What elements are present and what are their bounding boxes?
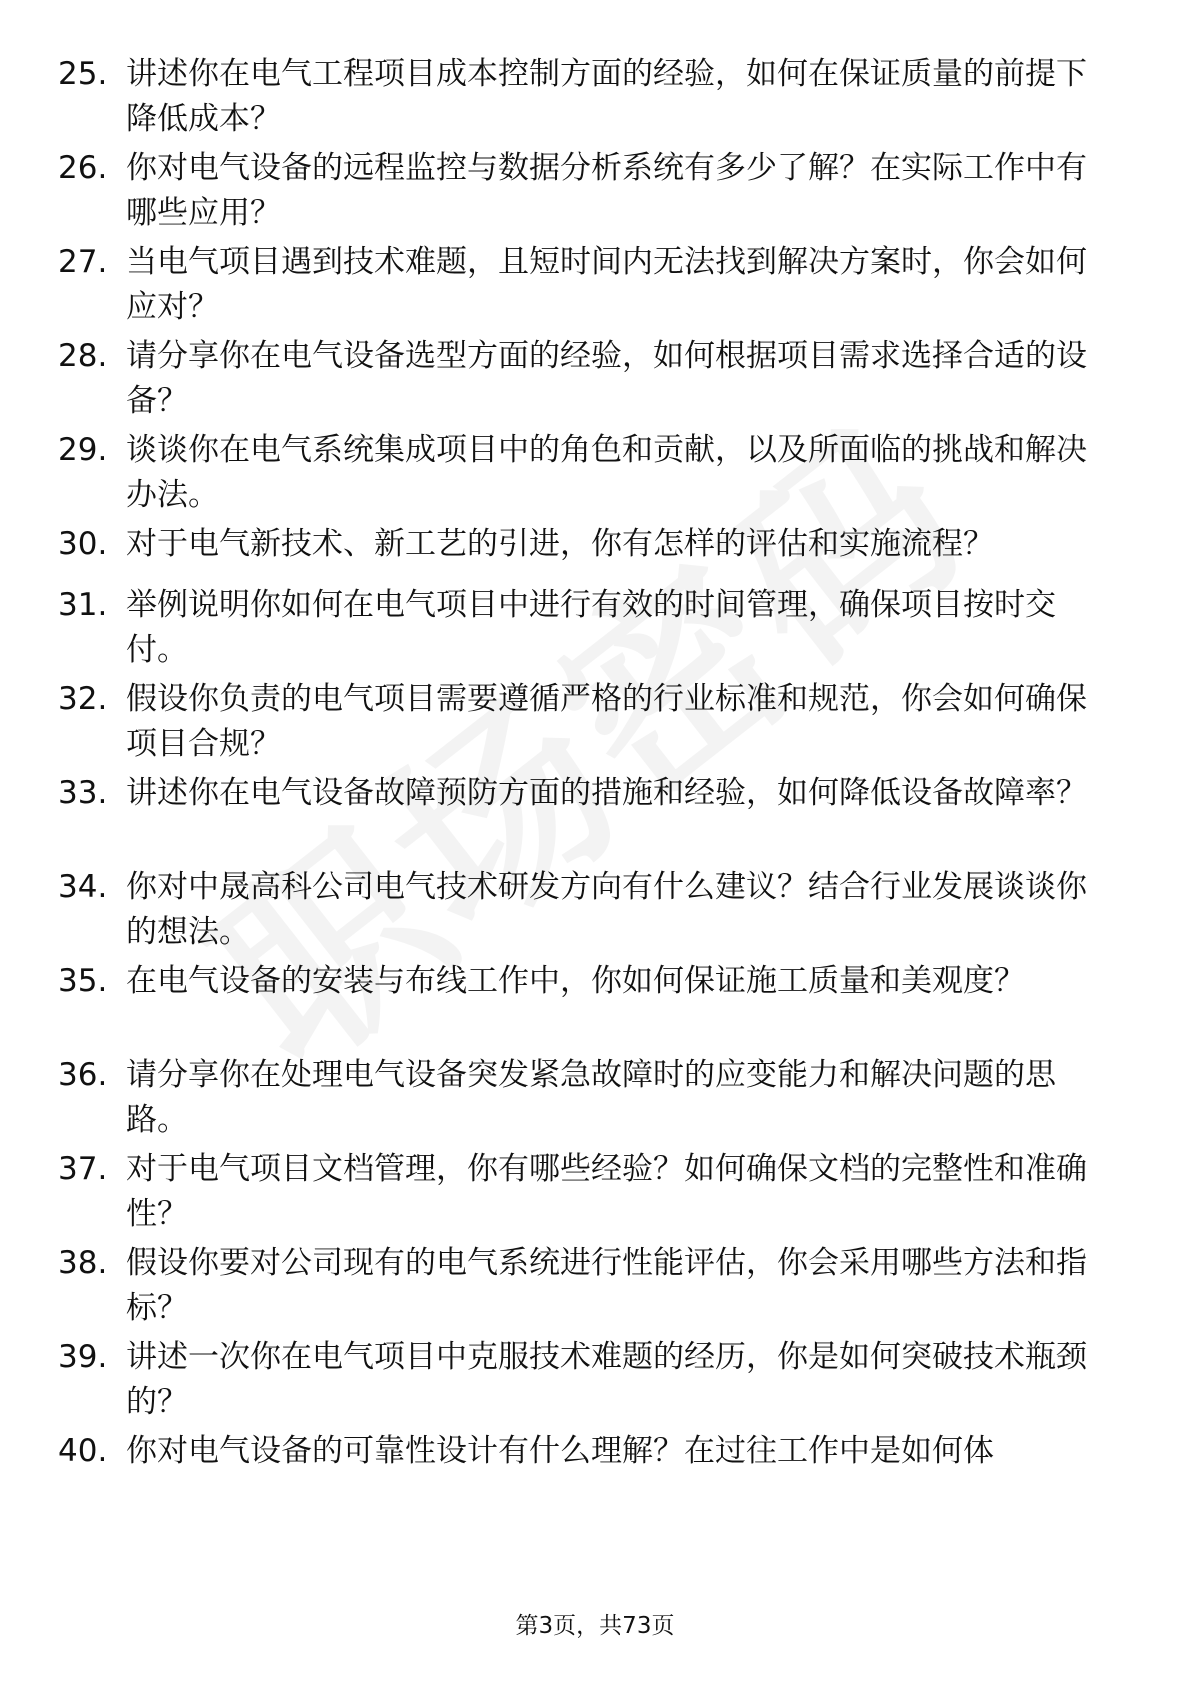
- question-number: 37.: [58, 1151, 108, 1187]
- question-number: 32.: [58, 681, 108, 717]
- question-number: 39.: [58, 1339, 108, 1375]
- question-number: 26.: [58, 150, 108, 186]
- question-number: 34.: [58, 869, 108, 905]
- question-number: 38.: [58, 1245, 108, 1281]
- question-number: 29.: [58, 432, 108, 468]
- question-number: 27.: [58, 244, 108, 280]
- question-text: 请分享你在电气设备选型方面的经验，如何根据项目需求选择合适的设备？: [126, 338, 1087, 419]
- question-text: 在电气设备的安装与布线工作中，你如何保证施工质量和美观度？: [126, 963, 1025, 999]
- question-number: 31.: [58, 587, 108, 623]
- page-number-label: 第3页，共73页: [515, 1613, 675, 1639]
- question-number: 30.: [58, 526, 108, 562]
- page-footer: [0, 1611, 1190, 1641]
- question-number: 40.: [58, 1433, 108, 1469]
- question-text: 对于电气项目文档管理，你有哪些经验？如何确保文档的完整性和准确性？: [126, 1151, 1087, 1232]
- question-text: 假设你负责的电气项目需要遵循严格的行业标准和规范，你会如何确保项目合规？: [126, 681, 1087, 762]
- question-text: 你对电气设备的远程监控与数据分析系统有多少了解？在实际工作中有哪些应用？: [126, 150, 1087, 231]
- question-text: 你对电气设备的可靠性设计有什么理解？在过往工作中是如何体: [126, 1433, 994, 1469]
- question-text: 假设你要对公司现有的电气系统进行性能评估，你会采用哪些方法和指标？: [126, 1245, 1087, 1326]
- question-text: 当电气项目遇到技术难题，且短时间内无法找到解决方案时，你会如何应对？: [126, 244, 1087, 325]
- question-number: 36.: [58, 1057, 108, 1093]
- question-text: 讲述你在电气设备故障预防方面的措施和经验，如何降低设备故障率？: [126, 775, 1087, 811]
- question-text: 请分享你在处理电气设备突发紧急故障时的应变能力和解决问题的思路。: [126, 1057, 1056, 1138]
- question-number: 33.: [58, 775, 108, 811]
- question-number: 28.: [58, 338, 108, 374]
- question-text: 讲述你在电气工程项目成本控制方面的经验，如何在保证质量的前提下降低成本？: [126, 56, 1087, 137]
- question-number: 25.: [58, 56, 108, 92]
- question-text: 举例说明你如何在电气项目中进行有效的时间管理，确保项目按时交付。: [126, 587, 1056, 668]
- question-number: 35.: [58, 963, 108, 999]
- question-text: 你对中晟高科公司电气技术研发方向有什么建议？结合行业发展谈谈你的想法。: [126, 869, 1087, 950]
- question-text: 对于电气新技术、新工艺的引进，你有怎样的评估和实施流程？: [126, 526, 994, 562]
- question-text: 讲述一次你在电气项目中克服技术难题的经历，你是如何突破技术瓶颈的？: [126, 1339, 1087, 1420]
- question-text: 谈谈你在电气系统集成项目中的角色和贡献，以及所面临的挑战和解决办法。: [126, 432, 1087, 513]
